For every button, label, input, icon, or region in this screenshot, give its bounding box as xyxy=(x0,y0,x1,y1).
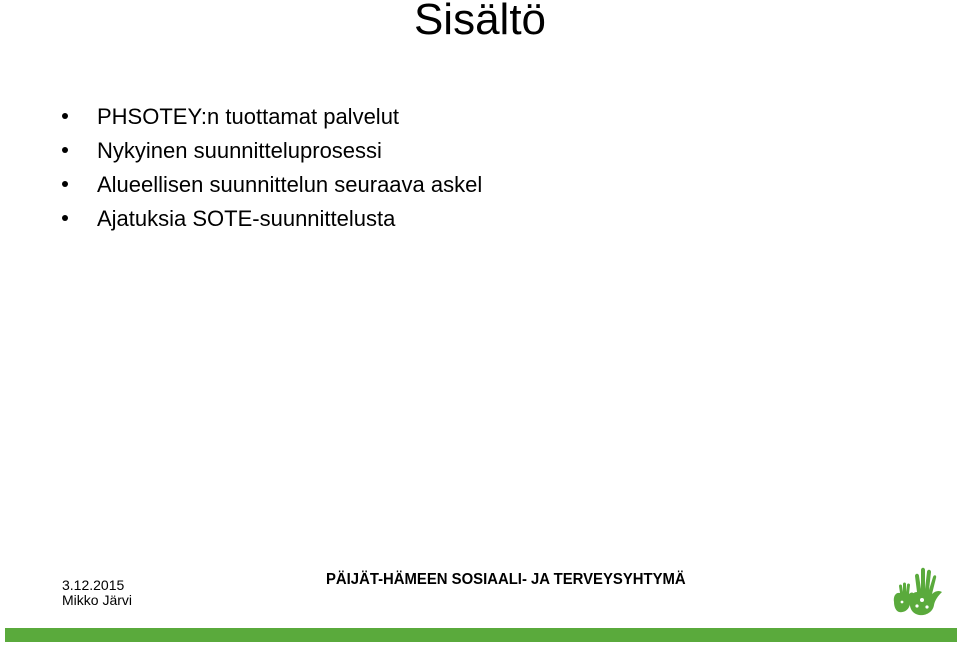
bullet-list xyxy=(62,100,482,236)
bullet-dot xyxy=(62,181,68,187)
bullet-item xyxy=(62,134,482,168)
bullet-text: Alueellisen suunnittelun seuraava askel xyxy=(97,172,483,197)
organization-name: PÄIJÄT-HÄMEEN SOSIAALI- JA TERVEYSYHTYMÄ xyxy=(326,571,686,588)
slide-title: Sisältö xyxy=(413,0,547,44)
bullet-dot xyxy=(62,113,68,119)
green-hands-logo-icon xyxy=(890,562,948,616)
footer-author: Mikko Järvi xyxy=(62,592,133,608)
bullet-text: Nykyinen suunnitteluprosessi xyxy=(97,138,382,163)
bullet-item xyxy=(62,168,482,202)
bullet-item xyxy=(62,202,482,236)
bullet-dot xyxy=(62,147,68,153)
footer-date: 3.12.2015 xyxy=(62,577,125,593)
bullet-dot xyxy=(62,215,68,221)
footer-accent-bar xyxy=(5,628,957,642)
bullet-text: Ajatuksia SOTE-suunnittelusta xyxy=(97,206,396,231)
bullet-text: PHSOTEY:n tuottamat palvelut xyxy=(97,104,400,129)
bullet-item xyxy=(62,100,482,134)
